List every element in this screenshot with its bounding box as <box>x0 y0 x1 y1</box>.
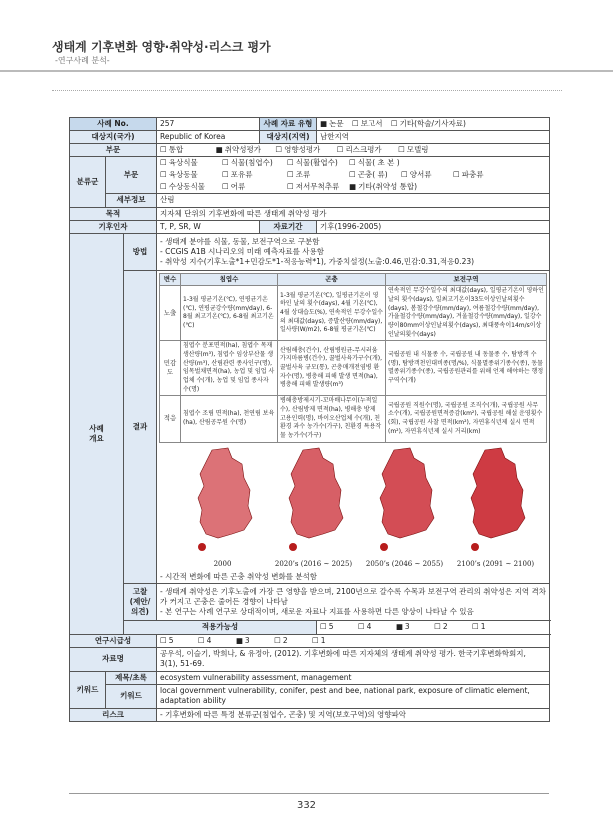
class-option[interactable]: ■ 기타(취약성 통합) <box>349 181 493 193</box>
period-label: 자료기간 <box>260 220 317 233</box>
applicability-option[interactable]: ☐ 5 <box>320 622 334 631</box>
class-option[interactable]: ☐ 양서류 <box>401 169 453 181</box>
purpose-value: 지자체 단위의 기후변화에 따른 생태계 취약성 평가 <box>157 207 550 220</box>
type-option[interactable]: ☐ 보고서 <box>352 119 382 128</box>
class-option[interactable]: ☐ 파충류 <box>453 169 493 181</box>
variable-cell: 국립공원 직원수(명), 국립공원 조직수(개), 국립공원 사무소수(개), 국립공원면적증감(km²), 국립공원 해설 운영횟수(회), 국립공원 사찰 면적(km²), 자연휴식년제 실시 면적(m²), 자연휴식년제 실시 거리(km) <box>386 396 547 442</box>
result-note: - 시간적 변화에 따른 곤충 취약성 변화를 분석함 <box>160 572 318 582</box>
urgency-options <box>157 634 550 647</box>
division-option[interactable]: ☐ 모델링 <box>398 145 428 154</box>
korea-map-image <box>455 446 537 558</box>
applicability-label: 적용가능성 <box>124 621 317 634</box>
class-label: 분류군 <box>70 157 106 207</box>
urgency-label: 연구시급성 <box>70 634 157 647</box>
division-option[interactable]: ☐ 통합 <box>160 145 183 154</box>
method-label: 방법 <box>124 233 157 270</box>
header-divider <box>0 70 613 72</box>
discussion-content <box>157 584 550 621</box>
class-options <box>157 157 550 194</box>
page-number: 332 <box>296 800 317 811</box>
division-option[interactable]: ☐ 리스크평가 <box>337 145 382 154</box>
class-option[interactable]: ☐ 육상동물 <box>160 169 222 181</box>
reference-label: 자료명 <box>70 647 157 671</box>
map-caption: 2020’s (2016 ~ 2025) <box>274 559 353 568</box>
urgency-option[interactable]: ☐ 5 <box>160 636 174 645</box>
applicability-option[interactable]: ■ 3 <box>396 622 410 631</box>
header-subtitle: -연구사례 분석- <box>55 56 110 65</box>
result-label: 결과 <box>124 270 157 584</box>
division-label: 부문 <box>70 144 157 157</box>
purpose-label: 목적 <box>70 207 157 220</box>
method-content <box>157 233 550 270</box>
map-figure <box>359 446 450 569</box>
case-no-value: 257 <box>157 118 260 131</box>
case-type-label: 사례 자료 유형 <box>260 118 317 131</box>
applicability-option[interactable]: ☐ 4 <box>358 622 372 631</box>
applicability-option[interactable]: ☐ 2 <box>434 622 448 631</box>
detail-value: 산림 <box>157 194 550 207</box>
korea-map-image <box>364 446 446 558</box>
result-note-text: 시간적 변화에 따른 곤충 취약성 변화를 분석함 <box>165 572 318 582</box>
risk-value: - 기후변화에 따른 특정 분류군(침엽수, 곤충) 및 지역(보호구역)의 영향파악 <box>157 708 550 721</box>
keywords-kw-label: 키워드 <box>106 684 157 708</box>
class-option[interactable]: ☐ 육상식물 <box>160 157 222 169</box>
climate-value: T, P, SR, W <box>157 220 260 233</box>
urgency-option[interactable]: ☐ 4 <box>198 636 212 645</box>
urgency-option[interactable]: ■ 3 <box>236 636 250 645</box>
applicability-option[interactable]: ☐ 1 <box>472 622 486 631</box>
target-label: 대상지(국가) <box>70 131 157 144</box>
period-value: 기후(1996-2005) <box>317 220 550 233</box>
keywords-title-value: ecosystem vulnerability assessment, management <box>157 671 550 684</box>
keywords-kw-value: local government vulnerability, conifer, pest and bee, national park, exposure of climatic element, adaptation ability <box>157 684 550 708</box>
korea-map-image <box>273 446 355 558</box>
region-label: 대상지(지역) <box>260 131 317 144</box>
map-figure <box>268 446 359 569</box>
inner-header: 침엽수 <box>181 273 278 285</box>
map-caption: 2000 <box>213 559 232 568</box>
variable-cell: 침엽수 조림 면적(ha), 천연림 보육(ha), 산림공무원 수(명) <box>181 396 278 442</box>
korea-map-image <box>182 446 264 558</box>
variable-name: 노출 <box>160 286 181 341</box>
result-content <box>157 270 550 584</box>
discussion-item: - 본 연구는 사례 연구로 상대적이며, 새로운 자료나 지표를 사용하면 다른 양상이 나타날 수 있음 <box>160 607 546 617</box>
map-caption: 2100’s (2091 ~ 2100) <box>456 559 535 568</box>
variable-cell: 1-3월 평균기온(℃), 연평균기온(℃), 연평균강수량(mm/day), 6-8월 최고기온(℃), 6-8월 최고기온(℃) <box>181 286 278 341</box>
division-option[interactable]: ☐ 영향성평가 <box>275 145 320 154</box>
variable-cell: 산림해충(건수), 산림병원균-무시러움가지마름병(건수), 꿀벌사육가구수(개), 꿀벌사육 규모(통), 곤충매개전염병 환자수(명), 병충해 피해 발생 면적(ha), 병충해 피해 발생량(m³) <box>278 341 386 396</box>
header-title: 생태계 기후변화 영향·취약성·리스크 평가 <box>52 40 271 54</box>
variable-cell: 1-3월 평균기온(℃), 일평균기온이 영하인 날의 횟수(days), 4월 기온(℃), 4월 상대습도(%), 연속적인 무강수일수의 최대값(days), 증발산량(mm/day), 일사량(W/m2), 6-8월 평균기온(℃) <box>278 286 386 341</box>
method-item: - 취약성 지수(기후노출*1+민감도*1-적응능력*1), 가중치설정(노출:0.46,민감:0.31,적응0.23) <box>160 257 546 267</box>
keywords-title-label: 제목/초록 <box>106 671 157 684</box>
type-option[interactable]: ■ 논문 <box>320 119 344 128</box>
case-type-options <box>317 118 550 131</box>
risk-label: 리스크 <box>70 708 157 721</box>
case-table <box>69 117 550 722</box>
division-options <box>157 144 550 157</box>
map-figure <box>177 446 268 569</box>
type-option[interactable]: ☐ 기타(학술/기사자료) <box>391 119 466 128</box>
reference-value: 공우석, 이슬기, 박희나, & 유정아, (2012). 기후변화에 따른 지자체의 생태계 취약성 평가. 한국기후변화학회지, 3(1), 51-69. <box>157 647 550 671</box>
detail-label: 세부정보 <box>106 194 157 207</box>
variable-cell: 병해충방제시기-꼬마배나무이(누적일수), 산림방제 면적(ha), 병해충 방제 고용인력(명), 바이오산업체 수(개), 친환경 과수 농가수(가구), 친환경 특용작물 농가수(가구) <box>278 396 386 442</box>
urgency-option[interactable]: ☐ 1 <box>312 636 326 645</box>
discussion-label: 고찰 (제안/의견) <box>124 584 157 621</box>
method-item: - CCGIS A1B 시나리오의 미래 예측자료를 사용함 <box>160 247 546 257</box>
vulnerability-maps <box>159 443 547 571</box>
region-value: 남한지역 <box>317 131 550 144</box>
inner-header: 곤충 <box>278 273 386 285</box>
variable-table <box>159 273 547 443</box>
urgency-option[interactable]: ☐ 2 <box>274 636 288 645</box>
risk-value-text: 기후변화에 따른 특정 분류군(침엽수, 곤충) 및 지역(보호구역)의 영향파악 <box>165 709 406 719</box>
class-option[interactable]: ☐ 어류 <box>222 181 287 193</box>
variable-cell: 국립공원 내 식물종 수, 국립공원 내 동물종 수, 탐방객 수(명), 탐방객천인대비종(명/%), 식물멸종위기종수(종), 동물멸종위기종수(종), 국립공원관리를 위해 언제 해야하는 행정구역수(개) <box>386 341 547 396</box>
class-option[interactable]: ☐ 식물(침엽수) <box>222 157 287 169</box>
map-caption: 2050’s (2046 ~ 2055) <box>365 559 444 568</box>
class-option[interactable]: ☐ 저서무척추류 <box>287 181 349 193</box>
class-option[interactable]: ☐ 조류 <box>287 169 349 181</box>
footer-divider <box>69 793 549 794</box>
inner-header: 보전구역 <box>386 273 547 285</box>
dotted-divider <box>52 90 562 91</box>
variable-name: 적응 <box>160 396 181 442</box>
class-sub-label: 부문 <box>106 157 157 194</box>
overview-label: 사례 개요 <box>70 233 124 634</box>
keywords-label: 키워드 <box>70 671 106 708</box>
variable-cell: 침엽수 분포면적(ha), 침엽수 목재 생산량(m³), 침엽수 임상부산물 생산량(m³), 산림관련 종사인구(명), 임목벌채면적(ha), 농업 및 임업 사업체 수(개), 농업 및 임업 종사자 수(명) <box>181 341 278 396</box>
class-option[interactable]: ☐ 포유류 <box>222 169 287 181</box>
class-option[interactable]: ☐ 곤충( 류) <box>349 169 401 181</box>
climate-label: 기후인자 <box>70 220 157 233</box>
method-item: - 생태계 분야를 식물, 동물, 보전구역으로 구분함 <box>160 237 546 247</box>
variable-cell: 연속적인 무강수일수의 최대값(days), 일평균기온이 영하인 날의 횟수(days), 일최고기온이33도이상인날의횟수(days), 봄철강수량(mm/day), 여름철강수량(mm/day), 가을철강수량(mm/day), 겨울철강수량(mm/day), 일강수량이80mm이상인날의횟수(days), 최대풍속이14m/s이상인날의횟수(days) <box>386 286 547 341</box>
class-option[interactable]: ☐ 수상동식물 <box>160 181 222 193</box>
case-no-label: 사례 No. <box>70 118 157 131</box>
applicability-options <box>317 621 550 634</box>
target-value: Republic of Korea <box>157 131 260 144</box>
division-option[interactable]: ■ 취약성평가 <box>216 145 261 154</box>
variable-name: 민감도 <box>160 341 181 396</box>
inner-header: 변수 <box>160 273 181 285</box>
discussion-item: - 생태계 취약성은 기후노출에 가장 큰 영향을 받으며, 2100년으로 갈수록 수목과 보전구역 관리의 취약성은 지역 격차가 커지고 곤충은 줄어든 경향이 나타남 <box>160 587 546 607</box>
class-option[interactable]: ☐ 식물( 초 본 ) <box>349 157 493 169</box>
map-figure <box>450 446 541 569</box>
class-option[interactable]: ☐ 식물(활엽수) <box>287 157 349 169</box>
